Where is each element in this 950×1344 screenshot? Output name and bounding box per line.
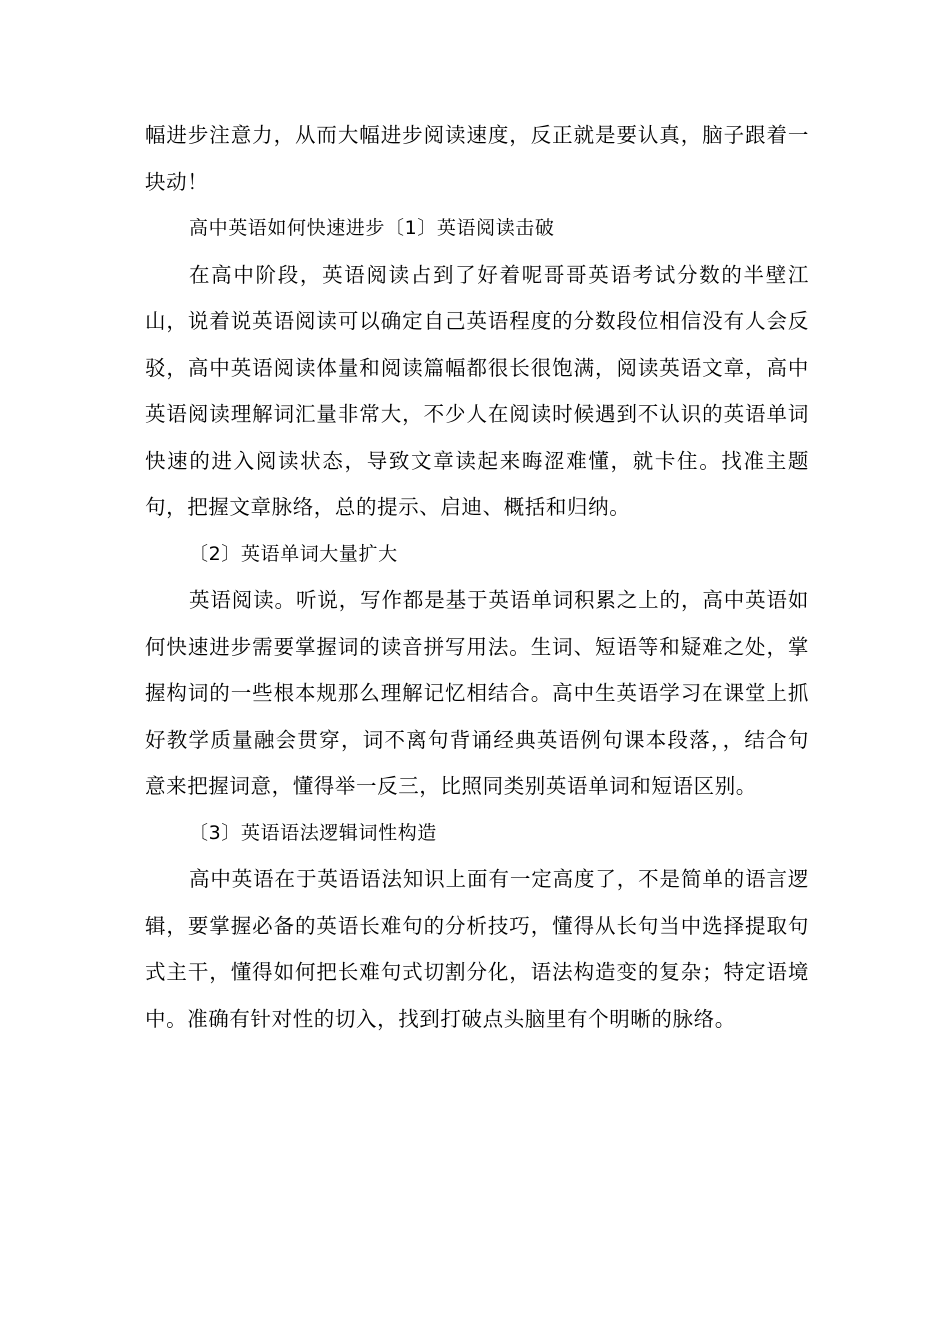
- paragraph-continued: 幅进步注意力，从而大幅进步阅读速度，反正就是要认真，脑子跟着一块动！: [145, 123, 809, 194]
- document-body: [145, 112, 809, 1042]
- section-heading-3: 〔3〕英语语法逻辑词性构造: [189, 821, 437, 844]
- paragraph-grammar: 高中英语在于英语语法知识上面有一定高度了，不是简单的语言逻辑，要掌握必备的英语长难句的分析技巧，懂得从长句当中选择提取句式主干，懂得如何把长难句式切割分化，语法构造变的复杂；特定语境中。准确有针对性的切入，找到打破点头脑里有个明晰的脉络。: [145, 867, 809, 1031]
- paragraph-reading: 在高中阶段，英语阅读占到了好着呢哥哥英语考试分数的半壁江山，说着说英语阅读可以确定自己英语程度的分数段位相信没有人会反驳，高中英语阅读体量和阅读篇幅都很长很饱满，阅读英语文章，高中英语阅读理解词汇量非常大，不少人在阅读时候遇到不认识的英语单词快速的进入阅读状态，导致文章读起来晦涩难懂，就卡住。找准主题句，把握文章脉络，总的提示、启迪、概括和归纳。: [145, 262, 809, 519]
- section-heading-2: 〔2〕英语单词大量扩大: [189, 542, 398, 565]
- section-heading-1: 高中英语如何快速进步〔1〕英语阅读击破: [189, 217, 555, 239]
- paragraph-vocabulary: 英语阅读。听说，写作都是基于英语单词积累之上的，高中英语如何快速进步需要掌握词的读音拼写用法。生词、短语等和疑难之处，掌握构词的一些根本规那么理解记忆相结合。高中生英语学习在课堂上抓好教学质量融会贯穿，词不离句背诵经典英语例句课本段落，，结合句意来把握词意，懂得举一反三，比照同类别英语单词和短语区别。: [145, 588, 809, 798]
